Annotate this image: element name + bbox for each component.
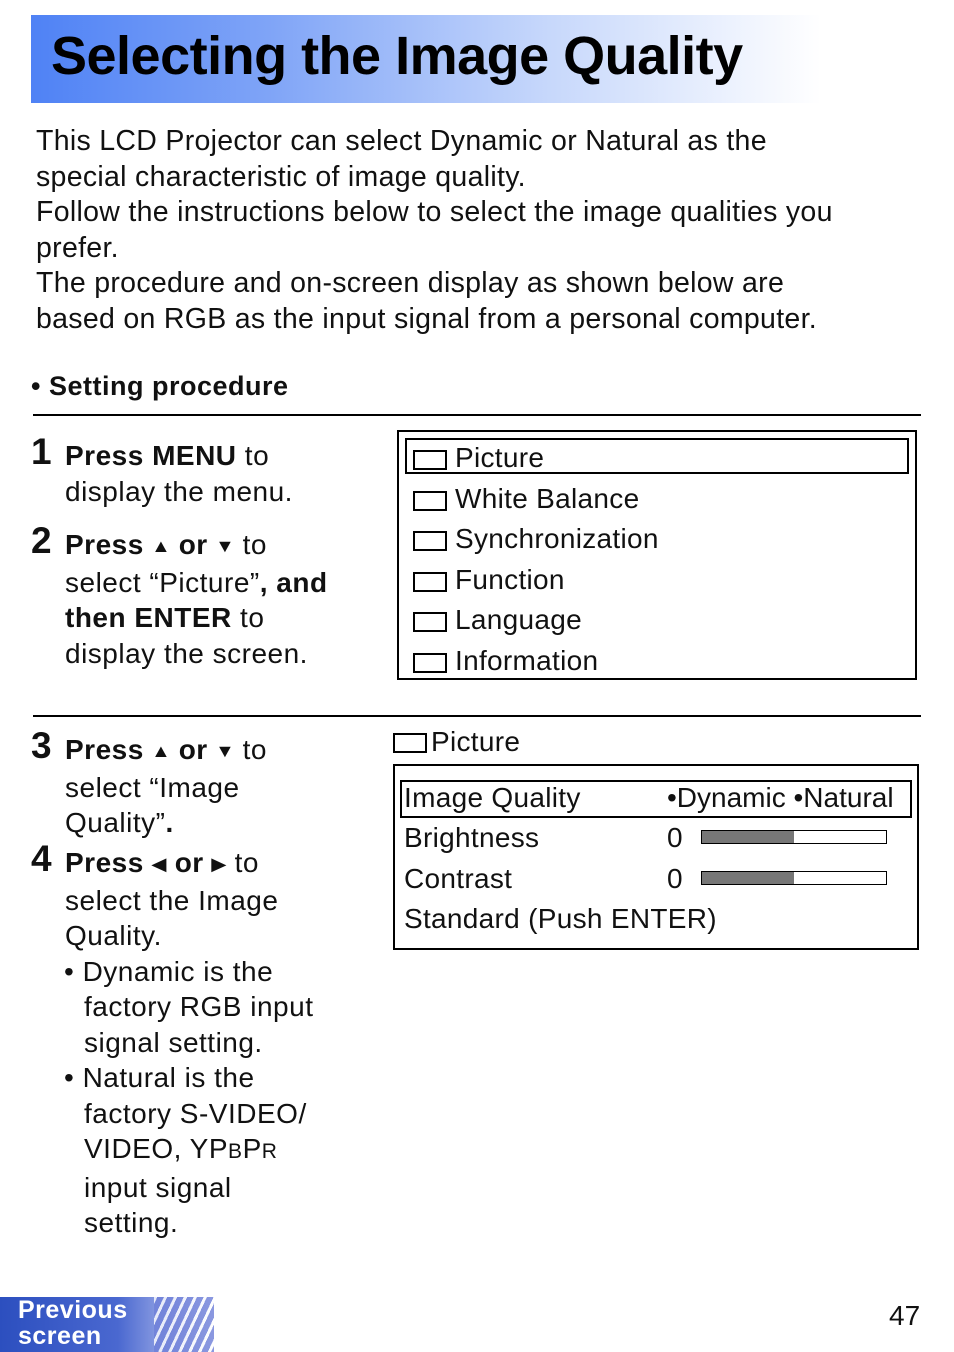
menu-item-icon bbox=[413, 612, 447, 632]
menu-item-function bbox=[413, 562, 565, 598]
step-text-bold: then ENTER bbox=[65, 602, 232, 633]
contrast-label: Contrast bbox=[404, 863, 513, 894]
menu-item-label: Picture bbox=[455, 442, 545, 473]
or-text: or bbox=[178, 529, 208, 560]
step-text: to bbox=[242, 529, 267, 560]
step-instruction: Press bbox=[65, 847, 144, 878]
menu-item-label: Information bbox=[455, 645, 599, 676]
intro-line: based on RGB as the input signal from a personal computer. bbox=[36, 302, 817, 335]
intro-line: Follow the instructions below to select the image qualities you bbox=[36, 196, 833, 228]
button-decoration bbox=[154, 1297, 214, 1352]
step-2 bbox=[31, 520, 328, 671]
step-number: 3 bbox=[31, 725, 53, 766]
bullet-natural: • Natural is the bbox=[64, 1062, 255, 1093]
menu-item-label: Synchronization bbox=[455, 523, 659, 554]
step-number: 1 bbox=[31, 431, 53, 472]
main-menu-display bbox=[397, 430, 917, 680]
bullet-text: factory RGB input bbox=[84, 991, 314, 1022]
divider bbox=[33, 414, 921, 416]
menu-item-label: Function bbox=[455, 564, 565, 595]
menu-item-label: White Balance bbox=[455, 483, 640, 514]
step-text: to bbox=[234, 847, 259, 878]
subscript-r: R bbox=[261, 1140, 278, 1163]
bullet-dynamic: • Dynamic is the bbox=[64, 955, 274, 987]
intro-paragraph bbox=[36, 124, 936, 337]
picture-menu-icon bbox=[393, 733, 427, 753]
step-number: 4 bbox=[31, 838, 53, 879]
step-number: 2 bbox=[31, 520, 53, 561]
step-text-bold: . bbox=[165, 807, 174, 838]
intro-line: special characteristic of image quality. bbox=[36, 160, 526, 193]
step-text: select the Image bbox=[65, 884, 279, 916]
bullet-text bbox=[84, 1131, 313, 1170]
down-arrow-icon: ▼ bbox=[215, 741, 236, 761]
intro-line: This LCD Projector can select Dynamic or Natural as the bbox=[36, 125, 767, 157]
brightness-value: 0 bbox=[667, 822, 683, 853]
menu-item-icon bbox=[413, 491, 447, 511]
picture-menu-label bbox=[393, 726, 520, 758]
page-title: Selecting the Image Quality bbox=[51, 26, 743, 86]
bullet-text: setting. bbox=[84, 1207, 179, 1238]
bullet-text: factory S-VIDEO/ bbox=[84, 1097, 307, 1129]
step-instruction: Press bbox=[65, 734, 144, 765]
subscript-b: B bbox=[228, 1140, 243, 1163]
picture-menu-title: Picture bbox=[431, 726, 521, 757]
or-text: or bbox=[178, 734, 208, 765]
bullet-text: signal setting. bbox=[84, 1026, 263, 1058]
step-text: to bbox=[242, 734, 267, 765]
menu-item-label: Language bbox=[455, 604, 582, 635]
menu-item-icon bbox=[413, 572, 447, 592]
step-text: to bbox=[236, 440, 270, 471]
menu-item-white-balance bbox=[413, 481, 639, 517]
up-arrow-icon: ▲ bbox=[151, 536, 172, 556]
previous-screen-label bbox=[18, 1297, 128, 1349]
menu-item-icon bbox=[413, 653, 447, 673]
step-4 bbox=[31, 838, 314, 1241]
up-arrow-icon: ▲ bbox=[151, 741, 172, 761]
previous-screen-label-line: screen bbox=[18, 1322, 102, 1350]
image-quality-options: •Dynamic •Natural bbox=[667, 782, 894, 813]
step-text: select “Image bbox=[65, 771, 240, 803]
or-text: or bbox=[174, 847, 204, 878]
step-3 bbox=[31, 725, 267, 841]
brightness-slider bbox=[701, 830, 887, 844]
step-text-bold: , and bbox=[259, 566, 328, 598]
menu-item-synchronization bbox=[413, 521, 659, 557]
step-text: Quality” bbox=[65, 807, 166, 838]
bullet-text: input signal bbox=[84, 1171, 232, 1203]
down-arrow-icon: ▼ bbox=[215, 536, 236, 556]
bullet-text-part: VIDEO, YP bbox=[84, 1133, 229, 1164]
step-instruction: Press MENU bbox=[65, 440, 237, 471]
page-number: 47 bbox=[889, 1300, 921, 1331]
brightness-label: Brightness bbox=[404, 822, 540, 853]
picture-menu-display bbox=[393, 764, 919, 950]
menu-item-language bbox=[413, 602, 582, 638]
step-text: display the screen. bbox=[65, 637, 308, 669]
left-arrow-icon: ◀ bbox=[151, 854, 168, 874]
menu-item-information bbox=[413, 643, 598, 679]
step-text: Quality. bbox=[65, 920, 162, 951]
divider bbox=[33, 715, 921, 717]
right-arrow-icon: ▶ bbox=[211, 854, 228, 874]
brightness-slider-fill bbox=[702, 831, 794, 843]
bullet-text-part: P bbox=[242, 1133, 262, 1164]
previous-screen-label-line: Previous bbox=[18, 1297, 128, 1324]
step-text: select “Picture” bbox=[65, 566, 260, 598]
title-bar bbox=[31, 15, 821, 103]
step-1 bbox=[31, 431, 293, 509]
menu-item-picture bbox=[413, 440, 544, 476]
contrast-slider-fill bbox=[702, 872, 794, 884]
intro-line: prefer. bbox=[36, 231, 119, 264]
standard-label: Standard (Push ENTER) bbox=[404, 903, 717, 934]
step-text: display the menu. bbox=[65, 475, 293, 507]
menu-item-icon bbox=[413, 531, 447, 551]
contrast-value: 0 bbox=[667, 863, 683, 894]
section-heading: • Setting procedure bbox=[31, 371, 289, 401]
step-instruction: Press bbox=[65, 529, 144, 560]
menu-item-icon bbox=[413, 450, 447, 470]
contrast-slider bbox=[701, 871, 887, 885]
intro-line: The procedure and on-screen display as shown below are bbox=[36, 267, 785, 299]
step-text: to bbox=[231, 602, 265, 633]
previous-screen-button[interactable] bbox=[0, 1297, 214, 1352]
image-quality-label: Image Quality bbox=[404, 782, 581, 813]
